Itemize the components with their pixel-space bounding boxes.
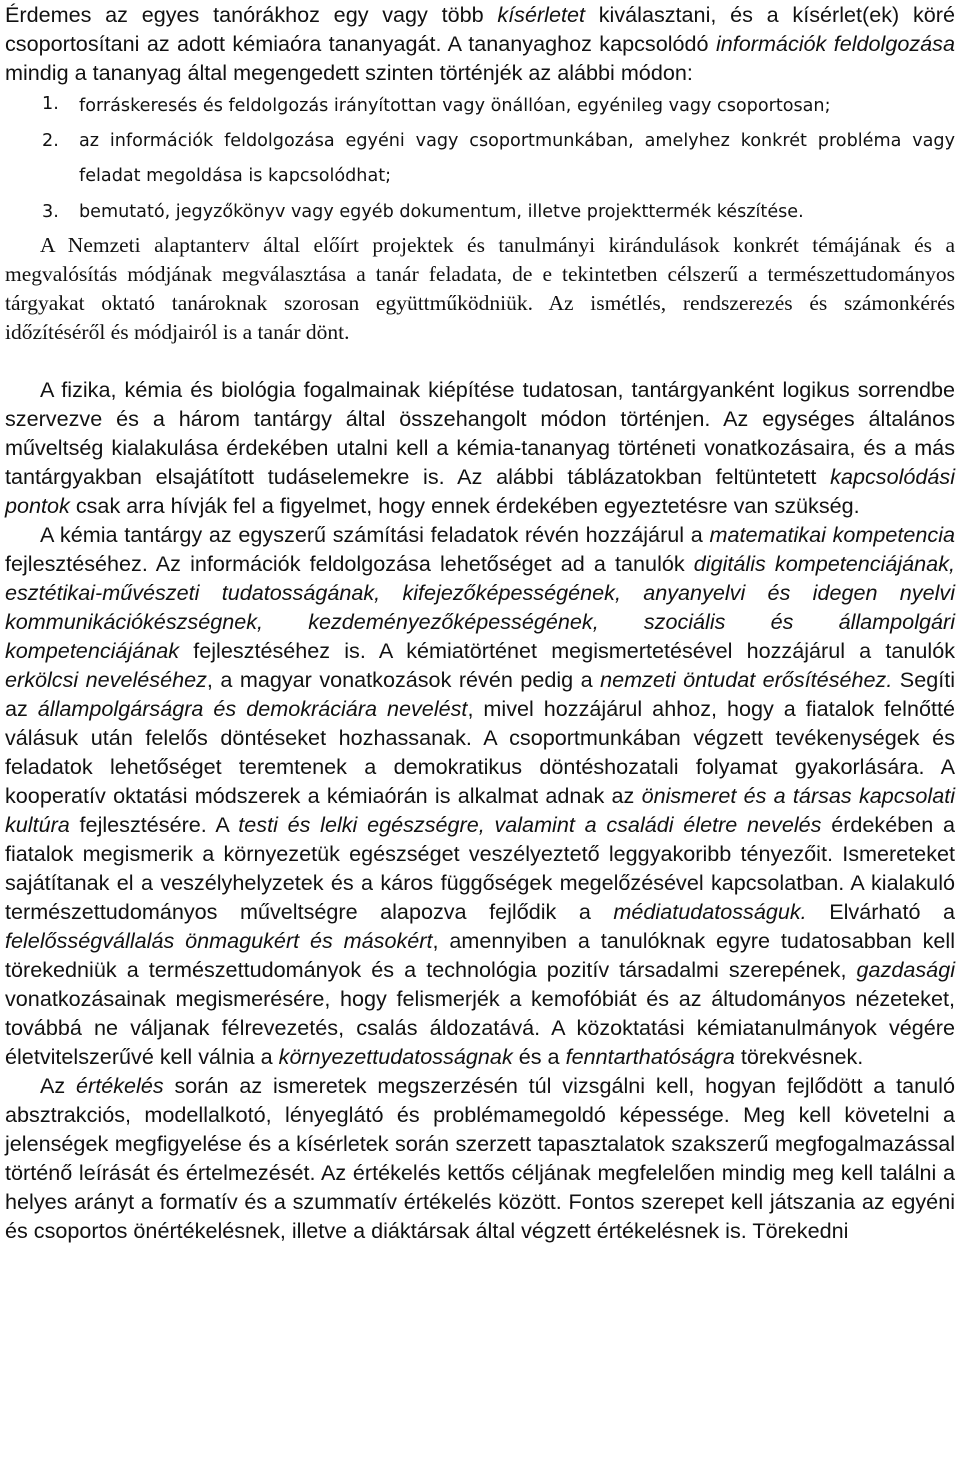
intro-paragraph: Érdemes az egyes tanórákhoz egy vagy több kísérletet kiválasztani, és a kísérlet(ek) köré csoportosítani az adott kémiaóra tananyagát. A tananyaghoz kapcsolódó információk feldolgozása mindig a tananyag által megengedett szinten történjék az alábbi módon: (5, 2, 955, 85)
list-item: 1. forráskeresés és feldolgozás irányítottan vagy önállóan, egyénileg vagy csoportosan; (42, 94, 831, 116)
nat-paragraph: A Nemzeti alaptanterv által előírt projektek és tanulmányi kirándulások konkrét témájának és a megvalósítás módjának megválasztása a tanár feladata, de e tekintetben célszerű a természettudományos tárgyakat oktató tanároknak szorosan együttműködniük. Az ismétlés, rendszerezés és számonkérés időzítéséről és módjairól is a tanár dönt. (5, 233, 955, 344)
competence-paragraph: A kémia tantárgy az egyszerű számítási feladatok révén hozzájárul a matematikai kompetencia fejlesztéséhez. Az információk feldolgozása lehetőséget ad a tanulók digitális kompetenciájának, esztétikai-művészeti tudatosságának, kifejezőképességének, anyanyelvi és idegen nyelvi kommunikációkészségnek, kezdeményezőképességének, szociális és állampolgári kompetenciájának fejlesztéséhez is. A kémiatörténet megismertetésével hozzájárul a tanulók erkölcsi neveléséhez, a magyar vonatkozások révén pedig a nemzeti öntudat erősítéséhez. Segíti az állampolgárságra és demokráciára nevelést, mivel hozzájárul ahhoz, hogy a fiatalok felnőtté válásuk után felelős döntéseket hozhassanak. A csoportmunkában végzett tevékenységek és feladatok lehetőséget teremtenek a demokratikus döntéshozatali folyamat gyakorlására. A kooperatív oktatási módszerek a kémiaórán is alkalmat adnak az önismeret és a társas kapcsolati kultúra fejlesztésére. A testi és lelki egészségre, valamint a családi életre nevelés érdekében a fiatalok megismerik a környezetük egészséget veszélyeztető leggyakoribb tényezőit. Ismereteket sajátítanak el a veszélyhelyzetek és a káros függőségek megelőzésével kapcsolatban. A kialakuló természettudományos műveltségre alapozva fejlődik a médiatudatosságuk. Elvárható a felelősségvállalás önmagukért és másokért, amennyiben a tanulóknak egyre tudatosabban kell törekedniük a természettudományok és a technológia pozitív társadalmi szerepének, gazdasági vonatkozásainak megismerésére, hogy felismerjék a kemofóbiát és az áltudományos nézeteket, továbbá ne váljanak félrevezetés, csalás áldozatává. A közoktatási kémiatanulmányok végére életvitelszerűvé kell válnia a környezettudatosságnak és a fenntarthatóságra törekvésnek. (5, 522, 956, 1069)
numbered-list (5, 87, 955, 231)
list-item: 3. bemutató, jegyzőkönyv vagy egyéb dokumentum, illetve projekttermék készítése. (42, 202, 804, 222)
assessment-paragraph: Az értékelés során az ismeretek megszerzésén túl vizsgálni kell, hogyan fejlődött a tanuló absztrakciós, modellalkotó, lényeglátó és problémamegoldó képessége. Meg kell követelni a jelenségek megfigyelése és a kísérletek során szerzett tapasztalatok szakszerű megfogalmazással történő leírását és értelmezését. Az értékelés kettős céljának megfelelően mindig meg kell találni a helyes arányt a formatív és a szummatív értékelés között. Fontos szerepet kell játszania az egyéni és csoportos önértékelésnek, illetve a diáktársak által végzett értékelésnek is. Törekedni (5, 1073, 955, 1243)
list-item: 2. az információk feldolgozása egyéni vagy csoportmunkában, amelyhez konkrét probléma vagy feladat megoldása is kapcsolódhat; (42, 131, 955, 186)
integration-paragraph: A fizika, kémia és biológia fogalmainak kiépítése tudatosan, tantárgyanként logikus sorrendbe szervezve és a három tantárgy által összehangolt módon történjen. Az egységes általános műveltség kialakulása érdekében utalni kell a kémia-tananyag történeti vonatkozásaira, és a más tantárgyakban elsajátított tudáselemekre is. Az alábbi táblázatokban feltüntetett kapcsolódási pontok csak arra hívják fel a figyelmet, hogy ennek érdekében egyeztetésre van szükség. (5, 377, 955, 518)
